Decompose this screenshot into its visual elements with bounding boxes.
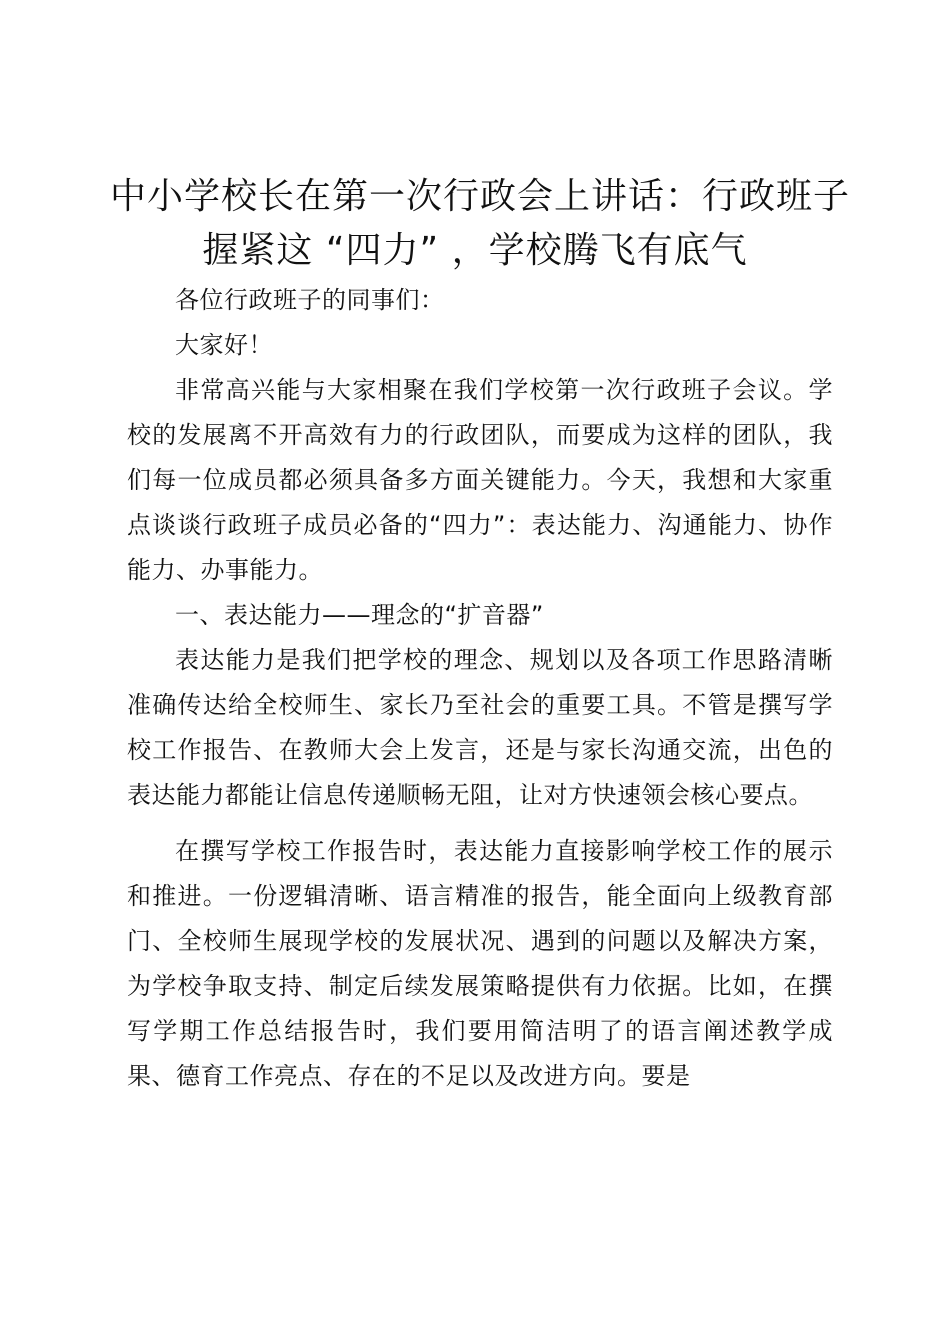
- document-title-line-1: 中小学校长在第一次行政会上讲话：行政班子: [110, 176, 851, 217]
- document-title-line-2: 握紧这 “四力” ，学校腾飞有底气: [202, 230, 748, 271]
- section-heading-1: 一、表达能力——理念的“扩音器”: [175, 601, 544, 629]
- body-paragraph: 在撰写学校工作报告时，表达能力直接影响学校工作的展示和推进。一份逻辑清晰、语言精准的报告，能全面向上级教育部门、全校师生展现学校的发展状况、遇到的问题以及解决方案，为学校争取支持、制定后续发展策略提供有力依据。比如，在撰写学期工作总结报告时，我们要用简洁明了的语言阐述教学成果、德育工作亮点、存在的不足以及改进方向。要是: [127, 837, 833, 1090]
- body-paragraph: 表达能力是我们把学校的理念、规划以及各项工作思路清晰准确传达给全校师生、家长乃至社会的重要工具。不管是撰写学校工作报告、在教师大会上发言，还是与家长沟通交流，出色的表达能力都能让信息传递顺畅无阻，让对方快速领会核心要点。: [127, 646, 833, 809]
- intro-paragraph: 非常高兴能与大家相聚在我们学校第一次行政班子会议。学校的发展离不开高效有力的行政团队，而要成为这样的团队，我们每一位成员都必须具备多方面关键能力。今天，我想和大家重点谈谈行政班子成员必备的“四力”：表达能力、沟通能力、协作能力、办事能力。: [127, 376, 833, 584]
- salutation: 各位行政班子的同事们：: [175, 286, 445, 314]
- greeting: 大家好！: [175, 331, 273, 359]
- document-body: [127, 278, 833, 1099]
